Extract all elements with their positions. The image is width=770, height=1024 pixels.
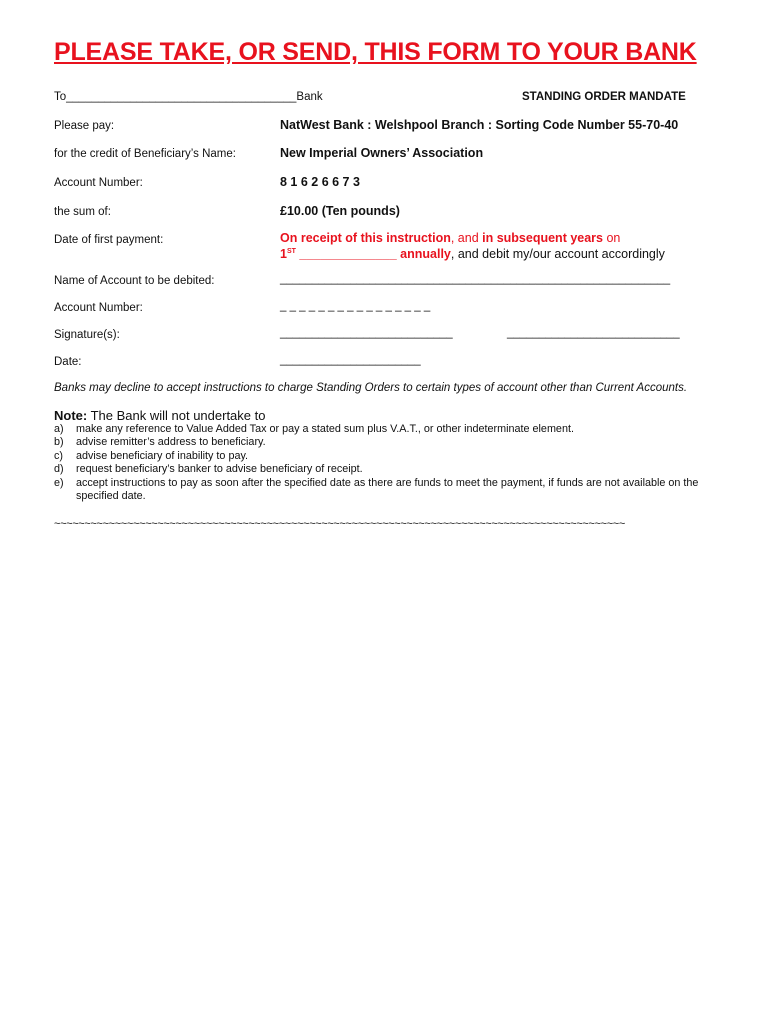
note-label: Note: [54, 408, 88, 423]
mandate-heading: STANDING ORDER MANDATE [522, 91, 686, 103]
debit-account-number-line: _ _ _ _ _ _ _ _ _ _ _ _ _ _ _ _ [280, 300, 431, 312]
please-pay-label: Please pay: [54, 120, 115, 132]
list-item-letter: b) [54, 436, 64, 449]
list-item-text: accept instructions to pay as soon after the specified date as there are funds to meet the payment, if funds are not available on the specified date. [76, 476, 699, 503]
on-text: on [603, 231, 621, 245]
sum-label: the sum of: [54, 206, 111, 218]
subsequent-years-text: in subsequent years [482, 231, 603, 245]
debit-account-number-label: Account Number: [54, 302, 143, 314]
first-payment-line-1 [280, 231, 620, 245]
list-item-letter: d) [54, 463, 64, 476]
note-list [54, 423, 720, 503]
list-item-text: request beneficiary’s banker to advise beneficiary of receipt. [76, 463, 363, 476]
list-item [54, 436, 720, 449]
beneficiary-label: for the credit of Beneficiary’s Name: [54, 148, 236, 160]
name-account-line: _____________________________________________________________ [280, 273, 671, 285]
to-bank-line: To____________________________________Bank [54, 91, 323, 103]
first-day-number: 1 [280, 247, 287, 261]
first-day-suffix: ST [286, 247, 296, 255]
list-item-letter: e) [54, 476, 64, 489]
tilde-separator: ~~~~~~~~~~~~~~~~~~~~~~~~~~~~~~~~~~~~~~~~~~~~~~~~~~~~~~~~~~~~~~~~~~~~~~~~~~~~~~~~~~~~~~~~~~~~~~ [54, 518, 625, 530]
list-item-letter: a) [54, 423, 64, 435]
please-pay-value: NatWest Bank : Welshpool Branch : Sorting Code Number 55-70-40 [280, 118, 679, 132]
debit-account-text: , and debit my/our account accordingly [450, 247, 665, 261]
name-account-label: Name of Account to be debited: [54, 275, 215, 287]
list-item [54, 463, 720, 476]
date-line: ______________________ [280, 354, 421, 366]
list-item [54, 477, 720, 504]
beneficiary-value: New Imperial Owners’ Association [280, 146, 484, 160]
account-number-label: Account Number: [54, 177, 143, 189]
first-payment-line-2 [280, 247, 665, 261]
list-item [54, 423, 720, 436]
list-item-text: make any reference to Value Added Tax or pay a stated sum plus V.A.T., or other indeterminate element. [76, 423, 574, 435]
list-item [54, 450, 720, 463]
note-intro: The Bank will not undertake to [87, 408, 266, 423]
list-item-text: advise beneficiary of inability to pay. [76, 449, 249, 462]
account-number-value: 8 1 6 2 6 6 7 3 [280, 175, 360, 189]
signature-label: Signature(s): [54, 329, 120, 341]
first-payment-label: Date of first payment: [54, 234, 164, 246]
signature-line-1: ___________________________ [280, 327, 453, 339]
note-heading [54, 408, 265, 423]
page-title: PLEASE TAKE, OR SEND, THIS FORM TO YOUR BANK [54, 38, 697, 66]
disclaimer-text: Banks may decline to accept instructions to charge Standing Orders to certain types of account other than Current Accounts. [54, 382, 688, 394]
signature-line-2: ___________________________ [507, 327, 680, 339]
date-label: Date: [54, 356, 82, 368]
annually-text: ______________ annually [295, 247, 451, 261]
list-item-text: advise remitter’s address to beneficiary. [76, 436, 266, 449]
and-text: , and [450, 231, 483, 245]
sum-value: £10.00 (Ten pounds) [280, 204, 400, 218]
list-item-letter: c) [54, 449, 63, 462]
on-receipt-text: On receipt of this instruction [280, 231, 451, 245]
